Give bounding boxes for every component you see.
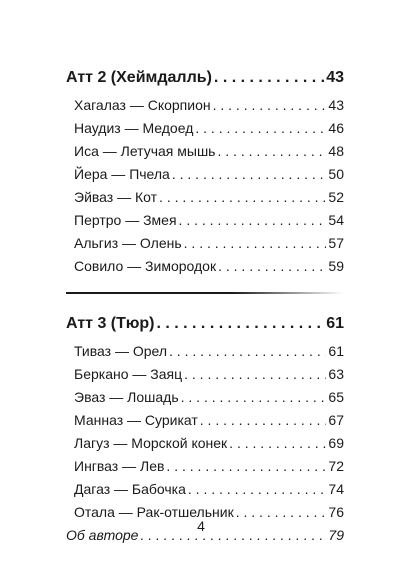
entry-page: 57 [328,235,344,251]
dot-leader [200,409,327,432]
entry-page: 69 [328,435,344,451]
entry-page: 43 [328,97,344,113]
section-title: Атт 2 (Хеймдалль) [66,69,212,86]
dot-leader [218,255,326,278]
entry-page: 79 [328,527,344,543]
entry-title: Беркано — Заяц [74,366,183,382]
toc-section-att-2[interactable] [66,62,344,94]
entry-page: 50 [328,166,344,182]
section-title: Атт 3 (Тюр) [66,315,155,332]
entry-title: Ингваз — Лев [74,458,165,474]
dot-leader [169,340,326,363]
toc-entry[interactable] [66,117,344,140]
entry-title: Отала — Рак-отшельник [74,504,234,520]
toc-entry[interactable] [66,232,344,255]
entry-page: 76 [328,504,344,520]
entry-title: Лагуз — Морской конек [74,435,228,451]
toc-entry[interactable] [66,186,344,209]
entry-page: 59 [328,258,344,274]
dot-leader [184,363,326,386]
entry-page: 46 [328,120,344,136]
entry-page: 48 [328,143,344,159]
toc-entry[interactable] [66,255,344,278]
toc-entry[interactable] [66,163,344,186]
dot-leader [229,432,326,455]
entry-title: Тиваз — Орел [74,343,168,359]
entry-title: Иса — Летучая мышь [74,143,216,159]
dot-leader [195,117,326,140]
entry-page: 54 [328,212,344,228]
toc-entry[interactable] [66,209,344,232]
dot-leader [188,478,327,501]
dot-leader [172,163,327,186]
dot-leader [184,232,327,255]
toc-entry[interactable] [66,363,344,386]
entry-title: Пертро — Змея [74,212,177,228]
entry-title: Дагаз — Бабочка [74,481,186,497]
entry-title: Йера — Пчела [74,166,170,182]
toc-section-att-3[interactable] [66,308,344,340]
entry-page: 52 [328,189,344,205]
entry-title: Об авторе [66,527,139,543]
entry-page: 72 [328,458,344,474]
entry-title: Манназ — Сурикат [74,412,198,428]
toc-entry[interactable] [66,94,344,117]
dot-leader [156,308,324,340]
section-divider [66,292,344,294]
entry-title: Наудиз — Медоед [74,120,194,136]
dot-leader [181,386,327,409]
entry-title: Совило — Зимородок [74,258,217,274]
entry-title: Альгиз — Олень [74,235,182,251]
page-number: 4 [197,518,205,534]
entry-title: Хагалаз — Скорпион [74,97,211,113]
section-page: 43 [326,69,344,86]
entry-page: 61 [328,343,344,359]
toc-entry[interactable] [66,340,344,363]
dot-leader [166,455,326,478]
entry-title: Эваз — Лошадь [74,389,179,405]
toc-entry[interactable] [66,455,344,478]
dot-leader [159,186,326,209]
entry-page: 67 [328,412,344,428]
toc-entry[interactable] [66,478,344,501]
dot-leader [214,62,324,94]
toc-entry[interactable] [66,409,344,432]
entry-page: 63 [328,366,344,382]
toc-entry[interactable] [66,432,344,455]
entry-page: 74 [328,481,344,497]
dot-leader [217,140,326,163]
toc-entry[interactable] [66,140,344,163]
toc-entry[interactable] [66,386,344,409]
table-of-contents [66,62,344,547]
entry-page: 65 [328,389,344,405]
dot-leader [179,209,327,232]
entry-title: Эйваз — Кот [74,189,158,205]
section-page: 61 [326,315,344,332]
dot-leader [213,94,327,117]
